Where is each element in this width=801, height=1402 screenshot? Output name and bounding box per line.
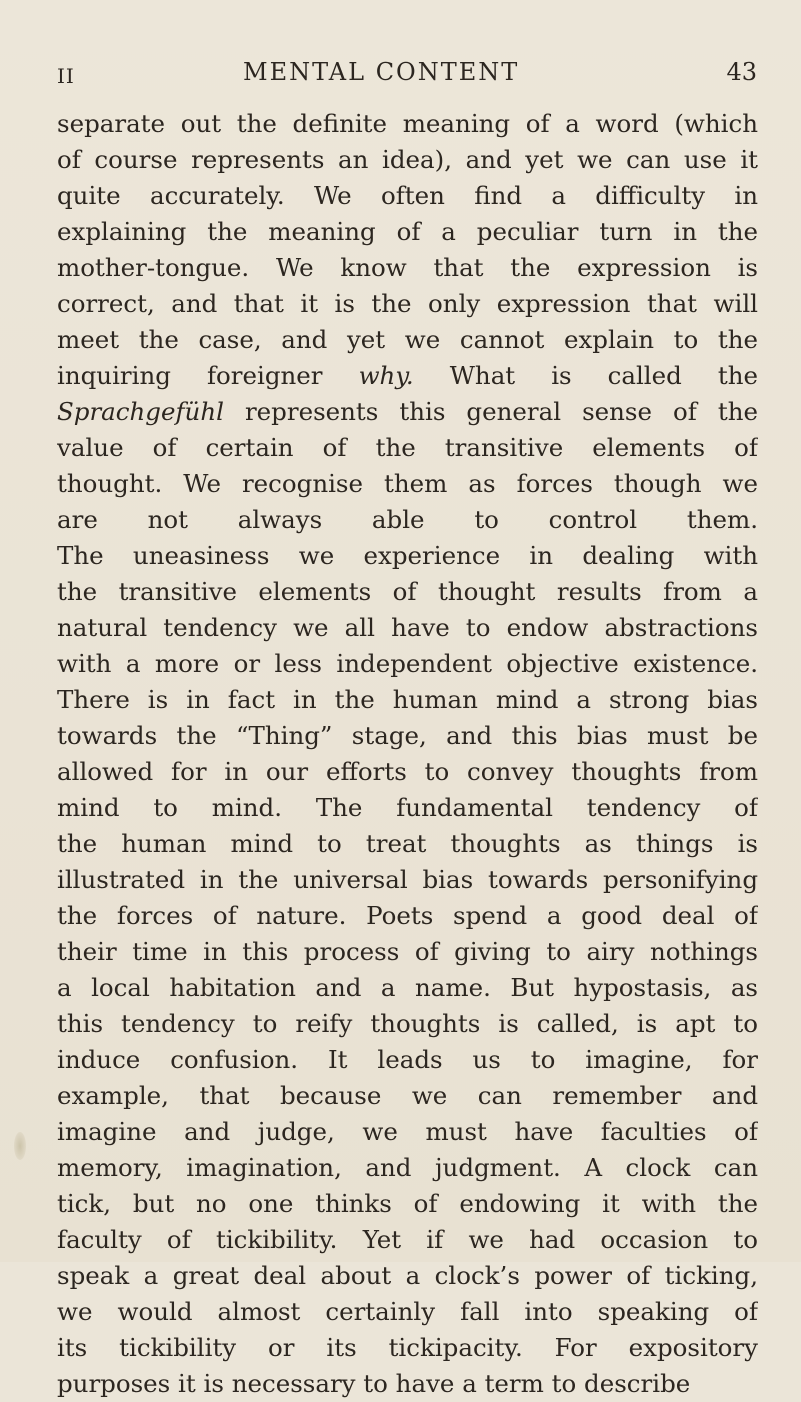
page-number: 43 — [726, 58, 757, 86]
text-line: purposes it is necessary to have a term to describe — [57, 1369, 691, 1398]
text-line: mother-tongue. We know that the expression is — [57, 253, 758, 282]
text-line: towards the “Thing” stage, and this bias must be — [57, 721, 758, 750]
text-line: we would almost certainly fall into speaking of — [57, 1297, 758, 1326]
text-line: example, that because we can remember and — [57, 1081, 758, 1110]
text-run: represents this general sense of the — [223, 397, 758, 426]
text-line: the forces of nature. Poets spend a good deal of — [57, 901, 758, 930]
text-line: natural tendency we all have to endow abstractions — [57, 613, 758, 642]
text-line: imagine and judge, we must have faculties of — [57, 1117, 758, 1146]
text-line: memory, imagination, and judgment. A clock can — [57, 1153, 758, 1182]
text-line: a local habitation and a name. But hypostasis, as — [57, 973, 758, 1002]
text-line — [57, 394, 758, 430]
text-line: separate out the definite meaning of a word (which — [57, 109, 758, 138]
italic-term: why. — [358, 361, 414, 390]
page-header — [57, 58, 757, 90]
text-line: thought. We recognise them as forces though we — [57, 469, 758, 498]
text-line: There is in fact in the human mind a strong bias — [57, 685, 758, 714]
text-run: What is called the — [413, 361, 758, 390]
text-line: The uneasiness we experience in dealing with — [57, 541, 758, 570]
text-line: mind to mind. The fundamental tendency of — [57, 793, 758, 822]
body-text — [57, 106, 758, 1402]
page-smudge — [14, 1132, 26, 1160]
text-line: the transitive elements of thought results from a — [57, 577, 758, 606]
text-line: with a more or less independent objective existence. — [57, 649, 758, 678]
text-line: speak a great deal about a clock’s power of ticking, — [57, 1261, 758, 1290]
text-line: are not always able to control them. — [57, 505, 758, 534]
text-line: tick, but no one thinks of endowing it with the — [57, 1189, 758, 1218]
text-line: allowed for in our efforts to convey thoughts from — [57, 757, 758, 786]
text-line: value of certain of the transitive elements of — [57, 433, 758, 462]
running-head: MENTAL CONTENT — [243, 58, 520, 86]
text-line: correct, and that it is the only expression that will — [57, 289, 758, 318]
text-line: faculty of tickibility. Yet if we had occasion to — [57, 1225, 758, 1254]
text-line: induce confusion. It leads us to imagine, for — [57, 1045, 758, 1074]
text-line: of course represents an idea), and yet we can use it — [57, 145, 758, 174]
text-line: the human mind to treat thoughts as things is — [57, 829, 758, 858]
chapter-numeral: II — [57, 64, 75, 88]
text-line: meet the case, and yet we cannot explain to the — [57, 325, 758, 354]
text-line: illustrated in the universal bias towards personifying — [57, 865, 758, 894]
text-line: this tendency to reify thoughts is called, is apt to — [57, 1009, 758, 1038]
text-line: its tickibility or its tickipacity. For expository — [57, 1333, 758, 1362]
text-line: quite accurately. We often find a difficulty in — [57, 181, 758, 210]
text-line: their time in this process of giving to airy nothings — [57, 937, 758, 966]
text-line: explaining the meaning of a peculiar turn in the — [57, 217, 758, 246]
text-line — [57, 358, 758, 394]
text-run: inquiring foreigner — [57, 361, 359, 390]
italic-term: Sprachgefühl — [57, 397, 224, 426]
